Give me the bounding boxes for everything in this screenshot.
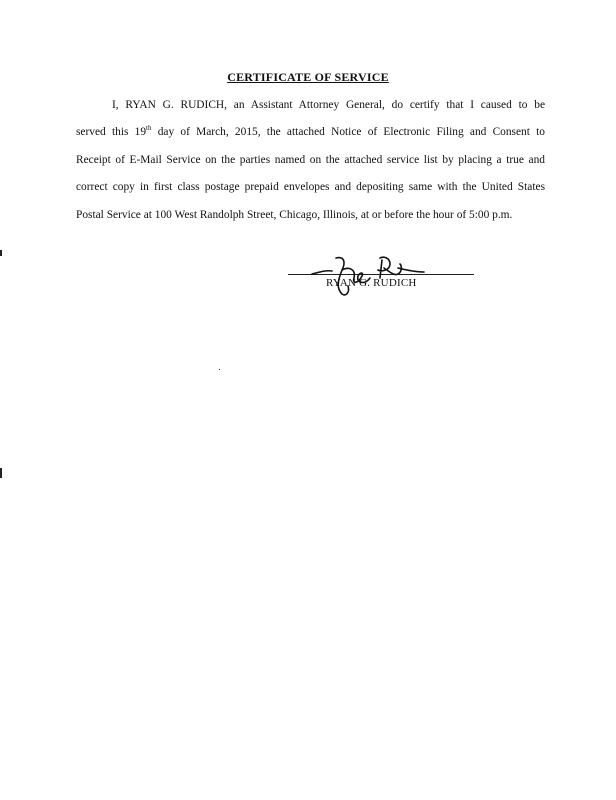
signer-name: RYAN G. RUDICH bbox=[326, 277, 417, 289]
body-line-2 bbox=[76, 119, 545, 146]
scan-edge-mark bbox=[0, 468, 2, 478]
body-line-3: Receipt of E-Mail Service on the parties named on the attached service list by placing a true and bbox=[76, 153, 545, 166]
certificate-body bbox=[76, 92, 545, 229]
scan-edge-mark bbox=[0, 250, 2, 256]
certificate-title-text: CERTIFICATE OF SERVICE bbox=[227, 70, 389, 84]
body-line-2-start: served this 19 bbox=[76, 126, 147, 139]
body-line-5: Postal Service at 100 West Randolph Street, Chicago, Illinois, at or before the hour of 5:00 p.m. bbox=[76, 208, 513, 221]
ordinal-suffix: th bbox=[146, 124, 152, 133]
signature-block bbox=[288, 250, 478, 300]
body-line-2-end: day of March, 2015, the attached Notice of Electronic Filing and Consent to bbox=[151, 126, 545, 139]
scan-speck bbox=[219, 369, 220, 370]
certificate-title bbox=[0, 70, 616, 85]
body-line-1: I, RYAN G. RUDICH, an Assistant Attorney General, do certify that I caused to be bbox=[112, 99, 545, 111]
body-line-4: correct copy in first class postage prepaid envelopes and depositing same with the United States bbox=[76, 181, 545, 194]
handwritten-signature bbox=[306, 250, 426, 300]
